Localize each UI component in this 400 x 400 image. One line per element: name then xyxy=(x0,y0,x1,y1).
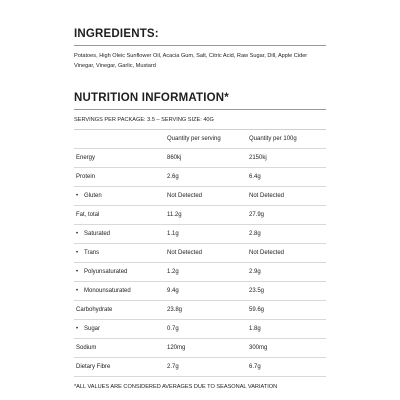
table-row xyxy=(74,187,326,206)
footnote: *ALL VALUES ARE CONSIDERED AVERAGES DUE TO SEASONAL VARIATION xyxy=(74,384,278,390)
per-100g-value: 2.8g xyxy=(249,225,326,244)
per-serving-value: 0.7g xyxy=(167,320,249,339)
table-row xyxy=(74,263,326,282)
per-100g-value: 300mg xyxy=(249,339,326,358)
table-row xyxy=(74,301,326,320)
nutrient-label: Sodium xyxy=(76,345,97,351)
nutrition-heading: NUTRITION INFORMATION* xyxy=(74,92,326,110)
per-100g-value: 1.8g xyxy=(249,320,326,339)
nutrient-label: Saturated xyxy=(84,231,111,237)
ingredients-text: Potatoes, High Oleic Sunflower Oil, Acacia Gum, Salt, Citric Acid, Raw Sugar, Dill, Apple Cider Vinegar, Vinegar, Garlic, Mustard xyxy=(74,53,308,69)
nutrient-label: Trans xyxy=(84,250,100,256)
nutrient-name xyxy=(74,168,167,187)
header-per-serving: Quantity per serving xyxy=(167,130,249,149)
nutrition-header-row xyxy=(74,130,326,149)
nutrient-name xyxy=(74,263,167,282)
nutrient-name xyxy=(74,282,167,301)
nutrient-name xyxy=(74,358,167,377)
nutrition-rows xyxy=(74,149,326,377)
table-row xyxy=(74,168,326,187)
nutrient-label: Monounsaturated xyxy=(84,288,131,294)
ingredients-heading: INGREDIENTS: xyxy=(74,28,326,46)
per-100g-value: 2150kj xyxy=(249,149,326,168)
table-row xyxy=(74,149,326,168)
nutrient-label: Protein xyxy=(76,174,96,180)
table-row xyxy=(74,339,326,358)
nutrient-label: Gluten xyxy=(84,193,102,199)
servings-info: SERVINGS PER PACKAGE: 3.5 – SERVING SIZE: 40G xyxy=(74,117,326,130)
nutrient-name xyxy=(74,244,167,263)
table-row xyxy=(74,244,326,263)
bullet-marker: • xyxy=(76,231,79,237)
per-serving-value: 2.7g xyxy=(167,358,249,377)
per-serving-value: Not Detected xyxy=(167,244,249,263)
per-100g-value: 6.7g xyxy=(249,358,326,377)
table-row xyxy=(74,282,326,301)
nutrient-label: Fat, total xyxy=(76,212,100,218)
nutrient-name xyxy=(74,320,167,339)
per-serving-value: 860kj xyxy=(167,149,249,168)
table-row xyxy=(74,225,326,244)
label-panel xyxy=(74,28,326,390)
per-serving-value: Not Detected xyxy=(167,187,249,206)
nutrient-name xyxy=(74,301,167,320)
per-100g-value: 59.6g xyxy=(249,301,326,320)
header-nutrient xyxy=(74,130,167,149)
per-serving-value: 2.6g xyxy=(167,168,249,187)
per-serving-value: 11.2g xyxy=(167,206,249,225)
bullet-marker: • xyxy=(76,250,79,256)
header-per-100g: Quantity per 100g xyxy=(249,130,326,149)
nutrient-label: Energy xyxy=(76,155,96,161)
per-100g-value: 23.5g xyxy=(249,282,326,301)
table-row xyxy=(74,320,326,339)
bullet-marker: • xyxy=(76,288,79,294)
nutrient-label: Polyunsaturated xyxy=(84,269,128,275)
per-100g-value: Not Detected xyxy=(249,187,326,206)
nutrient-label: Carbohydrate xyxy=(76,307,113,313)
nutrient-label: Sugar xyxy=(84,326,101,332)
bullet-marker: • xyxy=(76,269,79,275)
nutrient-name xyxy=(74,149,167,168)
nutrient-name xyxy=(74,206,167,225)
table-row xyxy=(74,206,326,225)
nutrition-table xyxy=(74,130,326,377)
per-serving-value: 23.8g xyxy=(167,301,249,320)
nutrient-name xyxy=(74,187,167,206)
per-100g-value: Not Detected xyxy=(249,244,326,263)
per-serving-value: 120mg xyxy=(167,339,249,358)
nutrient-label: Dietary Fibre xyxy=(76,364,111,370)
per-100g-value: 6.4g xyxy=(249,168,326,187)
nutrient-name xyxy=(74,339,167,358)
per-serving-value: 1.2g xyxy=(167,263,249,282)
per-serving-value: 1.1g xyxy=(167,225,249,244)
table-row xyxy=(74,358,326,377)
per-100g-value: 27.9g xyxy=(249,206,326,225)
per-serving-value: 9.4g xyxy=(167,282,249,301)
bullet-marker: • xyxy=(76,326,79,332)
per-100g-value: 2.9g xyxy=(249,263,326,282)
nutrient-name xyxy=(74,225,167,244)
bullet-marker: • xyxy=(76,193,79,199)
